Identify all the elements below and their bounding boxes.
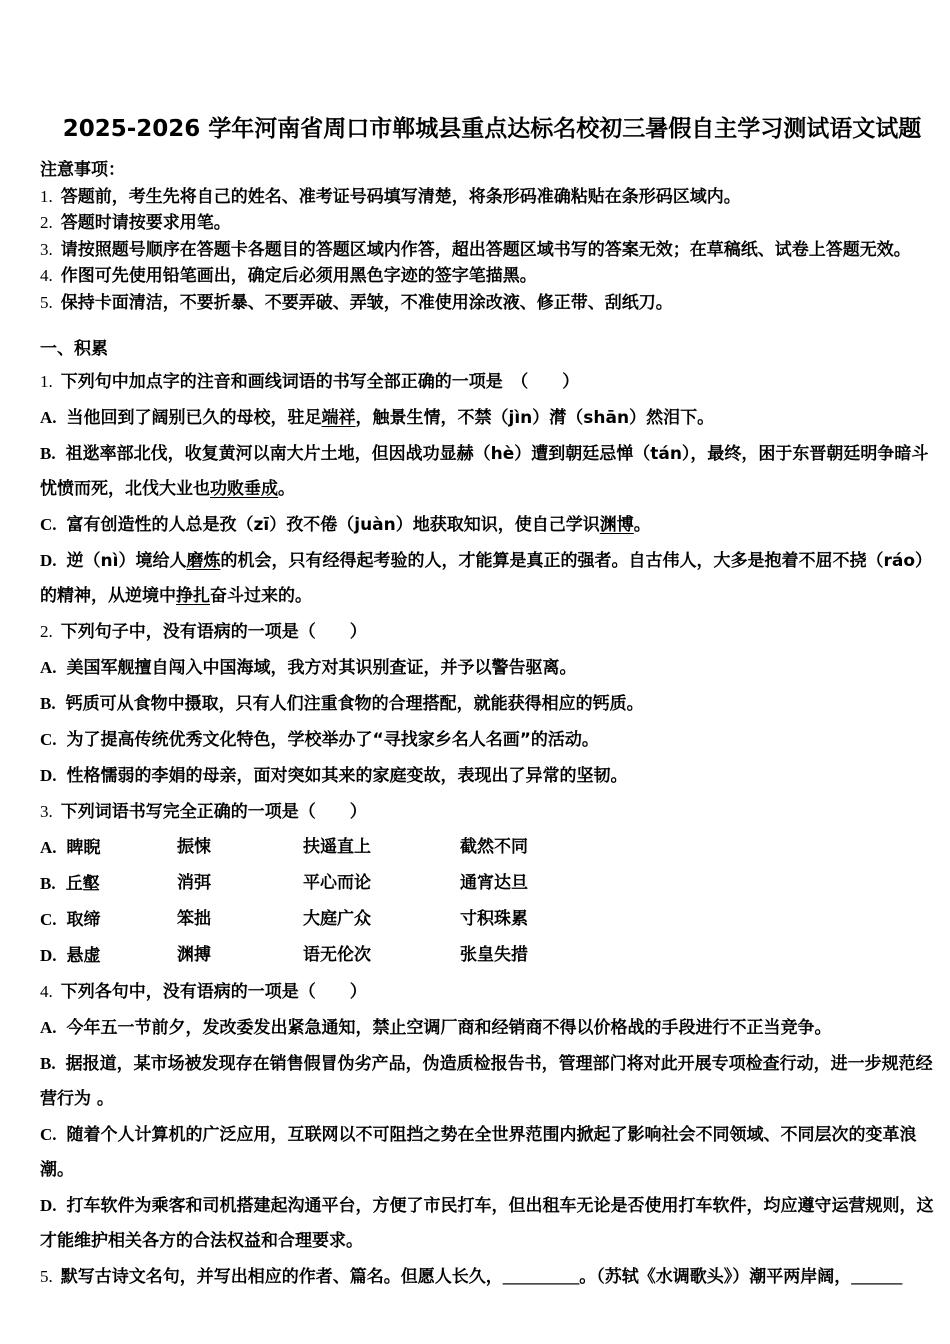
option-label: D. bbox=[40, 946, 57, 965]
question-1-stem bbox=[40, 364, 944, 400]
q1-option-a bbox=[40, 400, 944, 436]
notice-item-number: 1. bbox=[40, 186, 53, 206]
option-text: 美国军舰擅自闯入中国海域，我方对其识别查证，并予以警告驱离。 bbox=[66, 658, 577, 678]
question-text: 下列句中加点字的注音和画线词语的书写全部正确的一项是 （ ） bbox=[60, 372, 580, 392]
notice-section bbox=[40, 158, 944, 316]
question-text: 默写古诗文名句，并写出相应的作者、篇名。但愿人长久， bbox=[60, 1267, 503, 1287]
word: 取缔 bbox=[66, 910, 101, 930]
notice-item-text: 请按照题号顺序在答题卡各题目的答题区域内作答，超出答题区域书写的答案无效；在草稿纸、试卷上答题无效。 bbox=[60, 239, 911, 260]
fill-in-blank: _________ bbox=[502, 1267, 580, 1286]
word: 悬虚 bbox=[66, 946, 101, 966]
q3-option-d bbox=[40, 938, 944, 974]
q1-option-d bbox=[40, 543, 944, 614]
notice-item-text: 作图可先使用铅笔画出，确定后必须用黑色字迹的签字笔描黑。 bbox=[60, 266, 537, 286]
word: 睥睨 bbox=[66, 838, 101, 858]
question-text: 下列词语书写完全正确的一项是（ ） bbox=[60, 802, 367, 822]
word: 消弭 bbox=[177, 873, 211, 893]
q4-option-c bbox=[40, 1117, 944, 1188]
option-label: B. bbox=[40, 1054, 56, 1073]
option-label: A. bbox=[40, 1018, 57, 1037]
option-label: C. bbox=[40, 515, 57, 534]
q3-option-b bbox=[40, 866, 944, 902]
underlined-word: 挣扎 bbox=[176, 586, 210, 606]
option-text: 今年五一节前夕，发改委发出紧急通知，禁止空调厂商和经销商不得以价格战的手段进行不正当竞争。 bbox=[66, 1018, 832, 1038]
notice-item-number: 5. bbox=[40, 292, 53, 312]
q2-option-d bbox=[40, 758, 944, 794]
option-label: C. bbox=[40, 730, 57, 749]
option-label: B. bbox=[40, 444, 56, 463]
question-4-stem bbox=[40, 974, 944, 1010]
option-text: 性格懦弱的李娟的母亲，面对突如其来的家庭变故，表现出了异常的坚韧。 bbox=[66, 766, 628, 786]
notice-item bbox=[40, 210, 944, 237]
question-3-stem bbox=[40, 794, 944, 830]
question-text: 。（苏轼《水调歌头》）潮平两岸阔， bbox=[579, 1267, 852, 1287]
option-text: 奋斗过来的。 bbox=[210, 586, 312, 606]
question-number: 5. bbox=[40, 1267, 53, 1286]
word: 平心而论 bbox=[303, 873, 371, 893]
option-text: ，触景生情，不禁（jìn）潸（shān）然泪下。 bbox=[355, 408, 715, 428]
question-text: 下列各句中，没有语病的一项是（ ） bbox=[60, 982, 367, 1002]
option-label: A. bbox=[40, 658, 57, 677]
word: 扶遥直上 bbox=[303, 837, 371, 857]
option-label: C. bbox=[40, 1125, 57, 1144]
q4-option-b bbox=[40, 1046, 944, 1117]
option-label: D. bbox=[40, 551, 57, 570]
q1-option-c bbox=[40, 507, 944, 543]
word: 张皇失措 bbox=[460, 945, 528, 965]
notice-item bbox=[40, 184, 944, 211]
option-label: B. bbox=[40, 694, 56, 713]
q2-option-c bbox=[40, 722, 944, 758]
notice-item bbox=[40, 290, 944, 317]
word: 振悚 bbox=[177, 837, 211, 857]
question-2-stem bbox=[40, 614, 944, 650]
option-text: 的机会，只有经得起考验的人，才能算是真正的强者。自古伟人，大多是抱着不屈不挠（ráo）的精神，从逆境中 bbox=[40, 551, 933, 606]
word: 语无伦次 bbox=[303, 945, 371, 965]
option-text: 逆（nì）境给人 bbox=[66, 551, 187, 571]
notice-item-number: 3. bbox=[40, 239, 53, 259]
notice-item-number: 4. bbox=[40, 266, 53, 285]
notice-item-text: 答题前，考生先将自己的姓名、准考证号码填写清楚，将条形码准确粘贴在条形码区域内。 bbox=[60, 186, 741, 207]
option-label: D. bbox=[40, 1196, 57, 1215]
question-5-stem bbox=[40, 1259, 944, 1295]
notice-item bbox=[40, 237, 944, 264]
question-text: 下列句子中，没有语病的一项是（ ） bbox=[60, 622, 367, 642]
option-text: 钙质可从食物中摄取，只有人们注重食物的合理搭配，就能获得相应的钙质。 bbox=[65, 694, 644, 714]
word: 寸积珠累 bbox=[460, 909, 528, 929]
word: 截然不同 bbox=[460, 837, 528, 857]
q4-option-a bbox=[40, 1010, 944, 1046]
option-text: 随着个人计算机的广泛应用，互联网以不可阻挡之势在全世界范围内掀起了影响社会不同领域、不同层次的变革浪潮。 bbox=[40, 1125, 917, 1180]
q2-option-b bbox=[40, 686, 944, 722]
question-number: 1. bbox=[40, 372, 53, 391]
option-label: D. bbox=[40, 766, 57, 785]
option-text: 富有创造性的人总是孜（zī）孜不倦（juàn）地获取知识，使自己学识 bbox=[66, 515, 600, 535]
notice-item-number: 2. bbox=[40, 213, 53, 232]
q1-option-b bbox=[40, 436, 944, 507]
section-heading: 一、积累 bbox=[40, 339, 108, 359]
page-title: 2025-2026 学年河南省周口市郸城县重点达标名校初三暑假自主学习测试语文试题 bbox=[62, 116, 922, 142]
fill-in-blank: ______ bbox=[851, 1267, 903, 1286]
question-number: 4. bbox=[40, 982, 53, 1001]
q3-option-c bbox=[40, 902, 944, 938]
word: 渊搏 bbox=[177, 945, 211, 965]
question-number: 3. bbox=[40, 802, 53, 821]
q2-option-a bbox=[40, 650, 944, 686]
option-label: C. bbox=[40, 910, 57, 929]
option-text: 打车软件为乘客和司机搭建起沟通平台，方便了市民打车，但出租车无论是否使用打车软件，均应遵守运营规则，这才能维护相关各方的合法权益和合理要求。 bbox=[40, 1196, 934, 1251]
option-label: B. bbox=[40, 874, 56, 893]
option-text: 据报道，某市场被发现存在销售假冒伪劣产品，伪造质检报告书，管理部门将对此开展专项检查行动，进一步规范经营行为 。 bbox=[40, 1054, 933, 1109]
option-label: A. bbox=[40, 408, 57, 427]
option-text: 。 bbox=[633, 515, 651, 535]
word: 通宵达旦 bbox=[460, 873, 528, 893]
option-text: 当他回到了阔别已久的母校，驻足 bbox=[66, 408, 322, 428]
underlined-word: 端祥 bbox=[321, 408, 356, 428]
notice-item bbox=[40, 263, 944, 290]
notice-item-text: 保持卡面清洁，不要折暴、不要弄破、弄皱，不准使用涂改液、修正带、刮纸刀。 bbox=[60, 292, 673, 313]
word: 笨拙 bbox=[177, 909, 211, 929]
notice-heading: 注意事项： bbox=[40, 160, 125, 180]
question-number: 2. bbox=[40, 622, 53, 641]
word: 丘壑 bbox=[65, 874, 100, 894]
underlined-word: 功败垂成 bbox=[210, 479, 278, 499]
underlined-word: 渊博 bbox=[599, 515, 634, 535]
q4-option-d bbox=[40, 1188, 944, 1259]
option-text: 祖逖率部北伐，收复黄河以南大片土地，但因战功显赫（hè）遭到朝廷忌惮（tán），最终，困于东晋朝廷明争暗斗忧愤而死，北伐大业也 bbox=[40, 444, 929, 499]
notice-item-text: 答题时请按要求用笔。 bbox=[60, 213, 231, 233]
underlined-word: 磨炼 bbox=[186, 551, 221, 571]
option-text: 为了提高传统优秀文化特色，学校举办了“寻找家乡名人名画”的活动。 bbox=[66, 730, 599, 750]
option-text: 。 bbox=[278, 479, 295, 499]
questions-body bbox=[40, 364, 944, 1295]
word: 大庭广众 bbox=[303, 909, 371, 929]
q3-option-a bbox=[40, 830, 944, 866]
option-label: A. bbox=[40, 838, 57, 857]
